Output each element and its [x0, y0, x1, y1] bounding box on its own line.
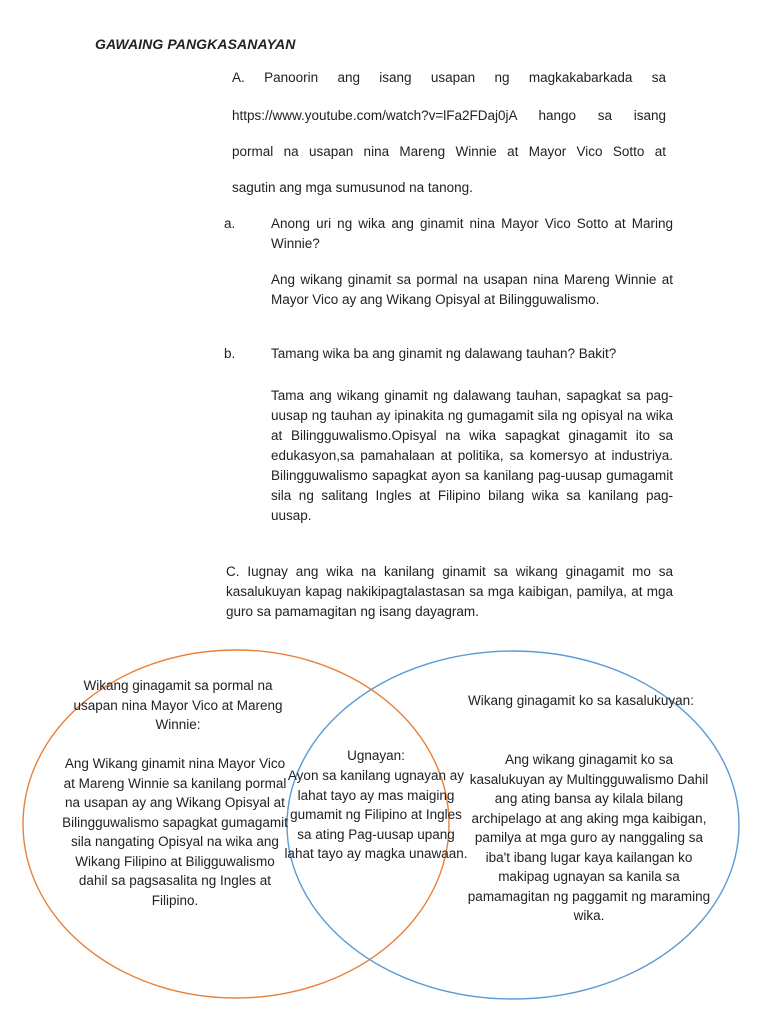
venn-middle-body: Ayon sa kanilang ugnayan ay lahat tayo ay mas maiging gumamit ng Filipino at Ingles sa ating Pag-uusap upang lahat tayo ay magka unawaan.	[284, 768, 468, 861]
question-a-text: Anong uri ng wika ang ginamit nina Mayor Vico Sotto at Maring Winnie?	[271, 216, 673, 251]
intro-line-2: https://www.youtube.com/watch?v=lFa2FDaj0jA hango sa isang	[232, 108, 666, 123]
intro-line-4: sagutin ang mga sumusunod na tanong.	[232, 180, 473, 195]
venn-left-heading: Wikang ginagamit sa pormal na usapan nina Mayor Vico at Mareng Winnie:	[73, 678, 283, 732]
venn-right-heading: Wikang ginagamit ko sa kasalukuyan:	[468, 693, 694, 708]
section-c-text: C. Iugnay ang wika na kanilang ginamit sa wikang ginagamit mo sa kasalukuyan kapag nakikipagtalastasan sa mga kaibigan, pamilya, at mga guro sa pamamagitan ng isang dayagram.	[226, 564, 673, 619]
intro-line-1: A. Panoorin ang isang usapan ng magkakabarkada sa	[232, 70, 666, 85]
venn-middle-heading: Ugnayan:	[347, 748, 405, 763]
venn-left-body: Ang Wikang ginamit nina Mayor Vico at Mareng Winnie sa kanilang pormal na usapan ay ang Wikang Opisyal at Bilingguwalismo sapagkat gumagamit sila nangating Opisyal na wika ang Wikang Filipino at Biligguwalismo dahil sa pagsasalita ng Ingles at Filipino.	[62, 756, 288, 908]
question-b-label: b.	[224, 346, 236, 361]
answer-b-text: Tama ang wikang ginamit ng dalawang tauhan, sapagkat sa pag-uusap ng tauhan ay ipinakita ng gumagamit sila ng opisyal na wika at Bilingguwalismo.Opisyal na wika sapagkat ginagamit ito sa edukasyon,sa pamahalaan at politika, sa komersyo at industriya. Bilingguwalismo sapagkat ayon sa kanilang pag-uusap gumagamit sila ng salitang Ingles at Filipino bilang wika sa kanilang pag-uusap.	[271, 388, 673, 523]
answer-a-text: Ang wikang ginamit sa pormal na usapan nina Mareng Winnie at Mayor Vico ay ang Wikang Opisyal at Bilingguwalismo.	[271, 272, 673, 307]
worksheet-title: GAWAING PANGKASANAYAN	[95, 36, 296, 52]
question-a-label: a.	[224, 216, 236, 231]
intro-line-3: pormal na usapan nina Mareng Winnie at Mayor Vico Sotto at	[232, 144, 666, 159]
venn-right-body: Ang wikang ginagamit ko sa kasalukuyan ay Multingguwalismo Dahil ang ating bansa ay kilala bilang archipelago at ang aking mga kaibigan, pamilya at mga guro ay nanggaling sa iba't ibang lugar kaya kailangan ko makipag ugnayan sa kanila sa pamamagitan ng paggamit ng maraming wika.	[467, 752, 711, 923]
question-b-text: Tamang wika ba ang ginamit ng dalawang tauhan? Bakit?	[271, 346, 617, 361]
